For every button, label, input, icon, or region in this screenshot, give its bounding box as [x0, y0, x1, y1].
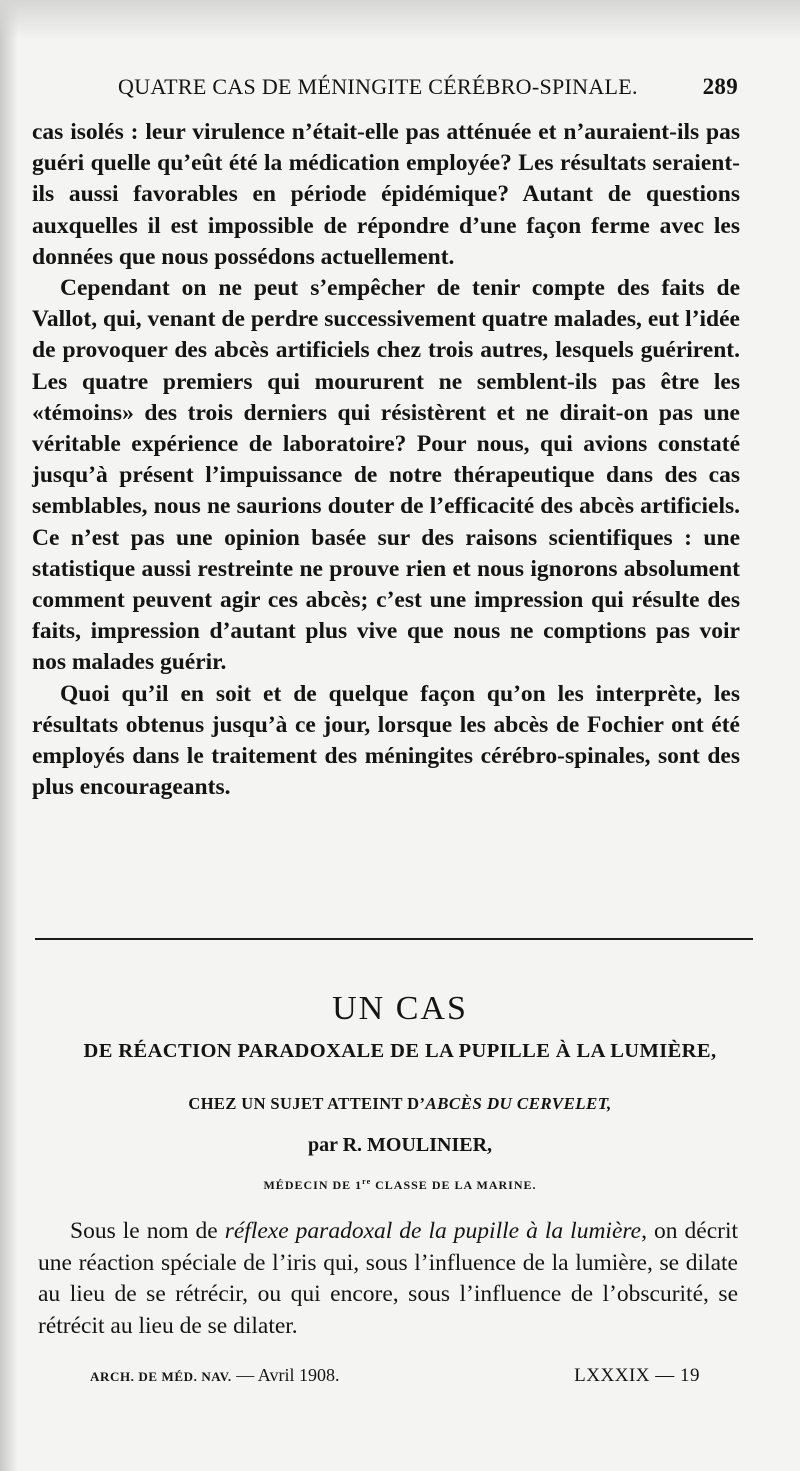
journal-abbrev: ARCH. DE MÉD. NAV.	[90, 1369, 232, 1384]
article-subtitle: DE RÉACTION PARADOXALE DE LA PUPILLE À LA LUMIÈRE,	[83, 1040, 717, 1062]
rank-sup: re	[362, 1177, 372, 1186]
author-rank	[0, 1177, 800, 1193]
running-header	[118, 74, 738, 100]
page-top-shadow	[0, 0, 800, 40]
subtitle-2-prefix: CHEZ UN SUJET ATTEINT D’	[188, 1094, 426, 1113]
article-title: UN CAS	[332, 990, 468, 1027]
page-footer	[90, 1365, 700, 1387]
paragraph: Cependant on ne peut s’empêcher de tenir compte des faits de Vallot, qui, venant de perdre successivement quatre malades, eut l’idée de provoquer des abcès artificiels chez trois autres, lesquels guérirent. Les quatre premiers qui moururent ne semblent-ils pas être les «témoins» des trois derniers qui résistèrent et ne dirait-on pas une véritable expérience de laboratoire? Pour nous, qui avions constaté jusqu’à présent l’impuissance de notre thérapeutique dans des cas semblables, nous ne saurions douter de l’efficacité des abcès artificiels. Ce n’est pas une opinion basée sur des raisons scientifiques : une statistique aussi restreinte ne prouve rien et nous ignorons absolument comment peuvent agir ces abcès; c’est une impression qui résulte des faits, impression d’autant plus vive que nous ne comptions pas voir nos malades guérir.	[32, 275, 740, 676]
signature-mark: LXXXIX — 19	[574, 1365, 700, 1386]
paragraph: Quoi qu’il en soit et de quelque façon qu’on les interprète, les résultats obtenus jusqu’à ce jour, lorsque les abcès de Fochier ont été employés dans le traitement des méningites cérébro-spinales, sont des plus encourageants.	[32, 680, 740, 801]
section-divider	[35, 938, 753, 940]
subtitle-2-italic: ABCÈS DU CERVELET,	[425, 1094, 612, 1113]
body-text	[32, 117, 740, 803]
opening-paragraph	[38, 1216, 738, 1342]
article-subtitle-2	[0, 1094, 800, 1114]
opening-end: , on décrit une réaction spéciale de l’iris qui, sous l’influence de la lumière, se dilate au lieu de se rétrécir, ou qui encore, sous l’influence de l’obscurité, se rétrécit au lieu de se dilater.	[38, 1218, 739, 1339]
opening-italic: réflexe paradoxal de la pupille à la lumière	[224, 1218, 642, 1244]
footer-journal	[90, 1365, 339, 1386]
journal-date: — Avril 1908.	[231, 1365, 340, 1385]
paragraph: cas isolés : leur virulence n’était-elle pas atténuée et n’auraient-ils pas guéri quelle qu’eût été la médication employée? Les résultats seraient-ils aussi favorables en période épidémique? Autant de questions auxquelles il est impossible de répondre d’une façon ferme avec les données que nous possédons actuellement.	[32, 119, 740, 270]
article-opening	[38, 1216, 738, 1342]
rank-suffix: CLASSE DE LA MARINE.	[371, 1178, 537, 1192]
page-edge-shadow	[0, 0, 18, 1471]
running-title: QUATRE CAS DE MÉNINGITE CÉRÉBRO-SPINALE.	[118, 74, 638, 99]
rank-prefix: MÉDECIN DE 1	[263, 1178, 363, 1192]
page-number: 289	[702, 74, 738, 99]
article-author: par R. MOULINIER,	[307, 1134, 493, 1156]
opening-start: Sous le nom de	[70, 1218, 225, 1244]
